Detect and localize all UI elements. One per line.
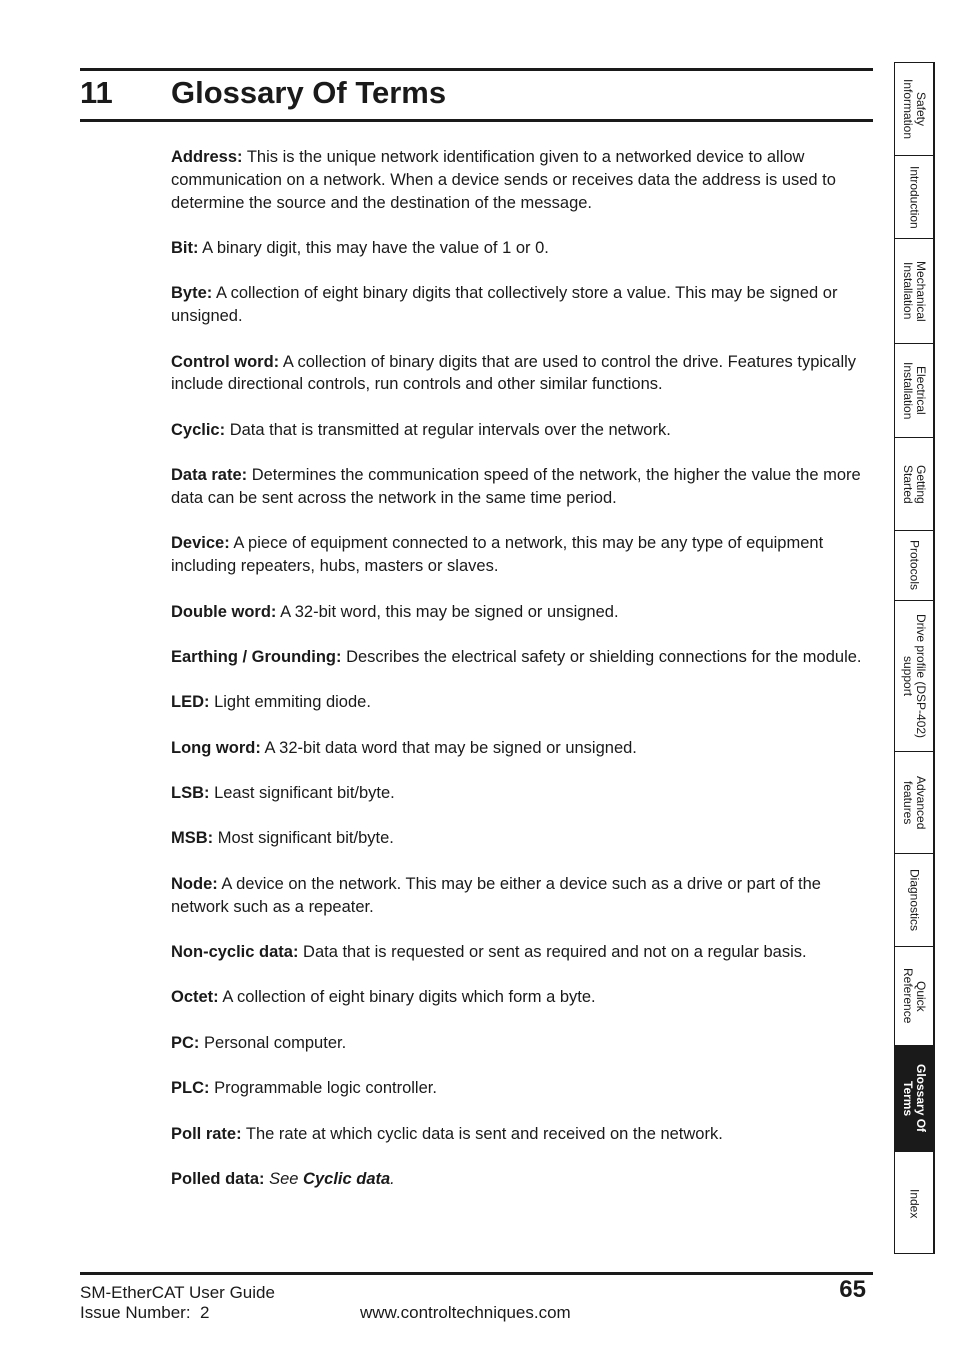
- glossary-term: Node:: [171, 874, 218, 893]
- glossary-entry: [171, 282, 873, 328]
- glossary-term: Polled data:: [171, 1170, 265, 1188]
- glossary-definition: A collection of eight binary digits that collectively store a value. This may be signed or unsigned.: [171, 284, 838, 326]
- side-tab[interactable]: [895, 601, 933, 752]
- side-tab-label: Index: [907, 1188, 922, 1219]
- glossary-definition: Data that is transmitted at regular intervals over the network.: [225, 420, 671, 439]
- glossary-entry: [171, 532, 873, 578]
- side-tab[interactable]: [895, 854, 933, 947]
- glossary-term: Cyclic:: [171, 420, 226, 439]
- glossary-definition: Light emmiting diode.: [209, 693, 371, 712]
- cross-reference: Cyclic data: [303, 1170, 391, 1188]
- glossary-entry: [171, 782, 873, 805]
- glossary-entry: [171, 464, 873, 510]
- glossary-list: [171, 146, 873, 1213]
- glossary-term: Earthing / Grounding:: [171, 647, 342, 666]
- glossary-term: PLC:: [171, 1079, 210, 1098]
- glossary-entry: [171, 351, 873, 397]
- chapter-side-tabs: [894, 62, 935, 1254]
- footer-guide-title: SM-EtherCAT User Guide: [80, 1283, 275, 1302]
- chapter-number: 11: [80, 75, 113, 110]
- side-tab-label: Getting Started: [901, 464, 928, 504]
- side-tab[interactable]: [895, 1046, 933, 1152]
- glossary-entry: [171, 691, 873, 714]
- glossary-term: Address:: [171, 148, 243, 166]
- side-tab-label: Mechanical Installation: [901, 260, 928, 322]
- side-tab[interactable]: [895, 947, 933, 1046]
- glossary-definition: Determines the communication speed of the network, the higher the value the more data can be sent across the network in the same time period.: [171, 466, 861, 507]
- glossary-definition: A binary digit, this may have the value of 1 or 0.: [198, 238, 549, 257]
- side-tab-label: Diagnostics: [907, 868, 922, 932]
- glossary-definition: Describes the electrical safety or shielding connections for the module.: [341, 647, 862, 666]
- side-tab[interactable]: [895, 531, 933, 601]
- glossary-entry: [171, 827, 873, 850]
- glossary-term: Octet:: [171, 988, 219, 1007]
- side-tab-label: Quick Reference: [901, 968, 928, 1024]
- glossary-definition: Programmable logic controller.: [209, 1079, 437, 1098]
- side-tab-label: Protocols: [907, 540, 922, 591]
- glossary-definition: Most significant bit/byte.: [213, 829, 394, 848]
- glossary-term: MSB:: [171, 829, 214, 848]
- side-tab-label: Introduction: [907, 165, 922, 229]
- side-tab[interactable]: [895, 752, 933, 854]
- side-tab-label: Safety Information: [901, 78, 928, 140]
- header-rule-bottom: [80, 119, 873, 122]
- punctuation: .: [390, 1170, 395, 1188]
- glossary-term: Poll rate:: [171, 1124, 242, 1143]
- glossary-term: Long word:: [171, 738, 261, 757]
- glossary-definition: A 32-bit word, this may be signed or unsigned.: [276, 602, 619, 621]
- glossary-term: Device:: [171, 534, 230, 553]
- side-tab[interactable]: [895, 344, 933, 438]
- header-rule-top: [80, 68, 873, 71]
- side-tab-label: Electrical Installation: [901, 361, 928, 420]
- glossary-definition: A 32-bit data word that may be signed or unsigned.: [260, 738, 637, 757]
- glossary-entry: [171, 986, 873, 1009]
- side-tab-label: Drive profile (DSP-402) support: [901, 613, 928, 739]
- glossary-entry: [171, 941, 873, 964]
- glossary-definition: A device on the network. This may be either a device such as a drive or part of the network such as a repeater.: [171, 874, 821, 916]
- glossary-entry: [171, 737, 873, 760]
- footer-website: www.controltechniques.com: [360, 1303, 571, 1322]
- see-text: See: [264, 1170, 304, 1188]
- glossary-definition: A piece of equipment connected to a network, this may be any type of equipment including repeaters, hubs, masters or slaves.: [171, 534, 824, 576]
- glossary-term: PC:: [171, 1033, 200, 1052]
- glossary-term: LED:: [171, 693, 210, 712]
- glossary-entry: [171, 419, 873, 442]
- glossary-term: Data rate:: [171, 466, 248, 485]
- side-tab-label: Advanced features: [901, 775, 928, 830]
- footer-issue-number: Issue Number: 2: [80, 1303, 210, 1322]
- side-tab-label: Glossary Of Terms: [901, 1064, 928, 1133]
- chapter-title: Glossary Of Terms: [171, 75, 447, 110]
- side-tab[interactable]: [895, 1152, 933, 1255]
- side-tab[interactable]: [895, 239, 933, 344]
- side-tab[interactable]: [895, 63, 933, 156]
- glossary-entry: [171, 1123, 873, 1146]
- glossary-definition: A collection of binary digits that are used to control the drive. Features typically include directional controls, run controls and other similar functions.: [171, 352, 857, 394]
- glossary-entry: [171, 1032, 873, 1055]
- glossary-term: Control word:: [171, 352, 280, 371]
- glossary-definition: This is the unique network identification given to a networked device to allow communication on a network. When a device sends or receives data the address is used to determine the source and the destination of the message.: [171, 148, 836, 212]
- glossary-term: Bit:: [171, 238, 199, 257]
- glossary-term: Byte:: [171, 284, 213, 303]
- page-number: 65: [839, 1276, 866, 1303]
- footer-rule: [80, 1272, 873, 1275]
- glossary-term: LSB:: [171, 784, 210, 803]
- glossary-entry: [171, 646, 873, 669]
- glossary-entry: [171, 1168, 873, 1191]
- glossary-entry: [171, 1077, 873, 1100]
- glossary-definition: Least significant bit/byte.: [209, 784, 395, 803]
- glossary-term: Double word:: [171, 602, 277, 621]
- side-tab[interactable]: [895, 438, 933, 531]
- glossary-entry: [171, 146, 873, 214]
- glossary-definition: A collection of eight binary digits which form a byte.: [218, 988, 596, 1007]
- glossary-term: Non-cyclic data:: [171, 943, 299, 962]
- side-tab[interactable]: [895, 156, 933, 239]
- glossary-definition: Data that is requested or sent as required and not on a regular basis.: [298, 943, 807, 962]
- glossary-definition: Personal computer.: [199, 1033, 347, 1052]
- glossary-entry: [171, 873, 873, 919]
- glossary-entry: [171, 601, 873, 624]
- glossary-entry: [171, 237, 873, 260]
- glossary-definition: The rate at which cyclic data is sent and received on the network.: [241, 1124, 723, 1143]
